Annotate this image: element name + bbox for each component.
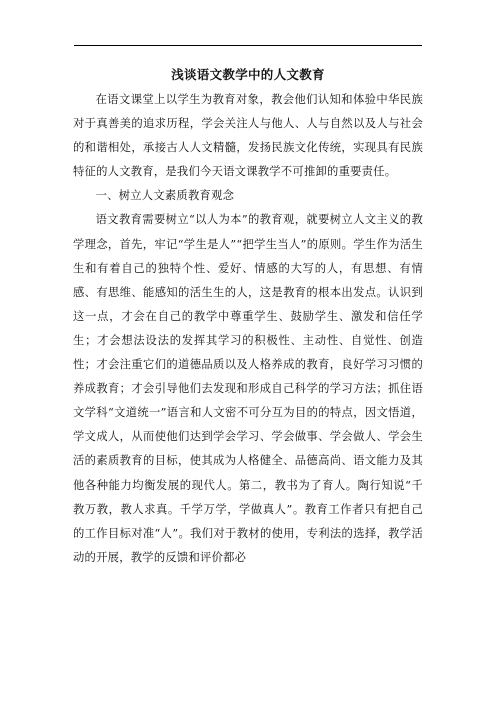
header-rule	[74, 45, 422, 46]
document-body	[73, 66, 423, 570]
intro-paragraph: 在语文课堂上以学生为教育对象，教会他们认知和体验中华民族对于真善美的追求历程，学会关注人与他人、人与自然以及人与社会的和谐相处，承接古人人文精髓，发扬民族文化传统，实现具有民族特征的人文教育，是我们今天语文课教学不可推卸的重要责任。	[73, 93, 423, 179]
body-paragraph: 语文教育需要树立“以人为本”的教育观，就要树立人文主义的教学理念，首先，牢记“学生是人”“把学生当人”的原则。学生作为活生生和有着自己的独特个性、爱好、情感的大写的人，有思想、有情感、有思维、能感知的活生生的人，这是教育的根本出发点。认识到这一点，才会在自己的教学中尊重学生、鼓励学生、激发和信任学生；才会想法设法的发挥其学习的积极性、主动性、自觉性、创造性；才会注重它们的道德品质以及人格养成的教育，良好学习习惯的养成教育；才会引导他们去发现和形成自己科学的学习方法；抓住语文学科“文道统一”语言和人文密不可分互为目的的特点，因文悟道，学文成人，从而使他们达到学会学习、学会做事、学会做人、学会生活的素质教育的目标，使其成为人格健全、品德高尚、语文能力及其他各种能力均衡发展的现代人。第二，教书为了育人。陶行知说“千教万教，教人求真。千学万学，学做真人”。教育工作者只有把自己的工作目标对准“人”。我们对于教材的使用，专利法的选择，教学活动的开展，教学的反馈和评价都必	[73, 213, 423, 564]
document-title: 浅谈语文教学中的人文教育	[171, 67, 325, 82]
section-heading: 一、树立人文素质教育观念	[95, 189, 235, 203]
